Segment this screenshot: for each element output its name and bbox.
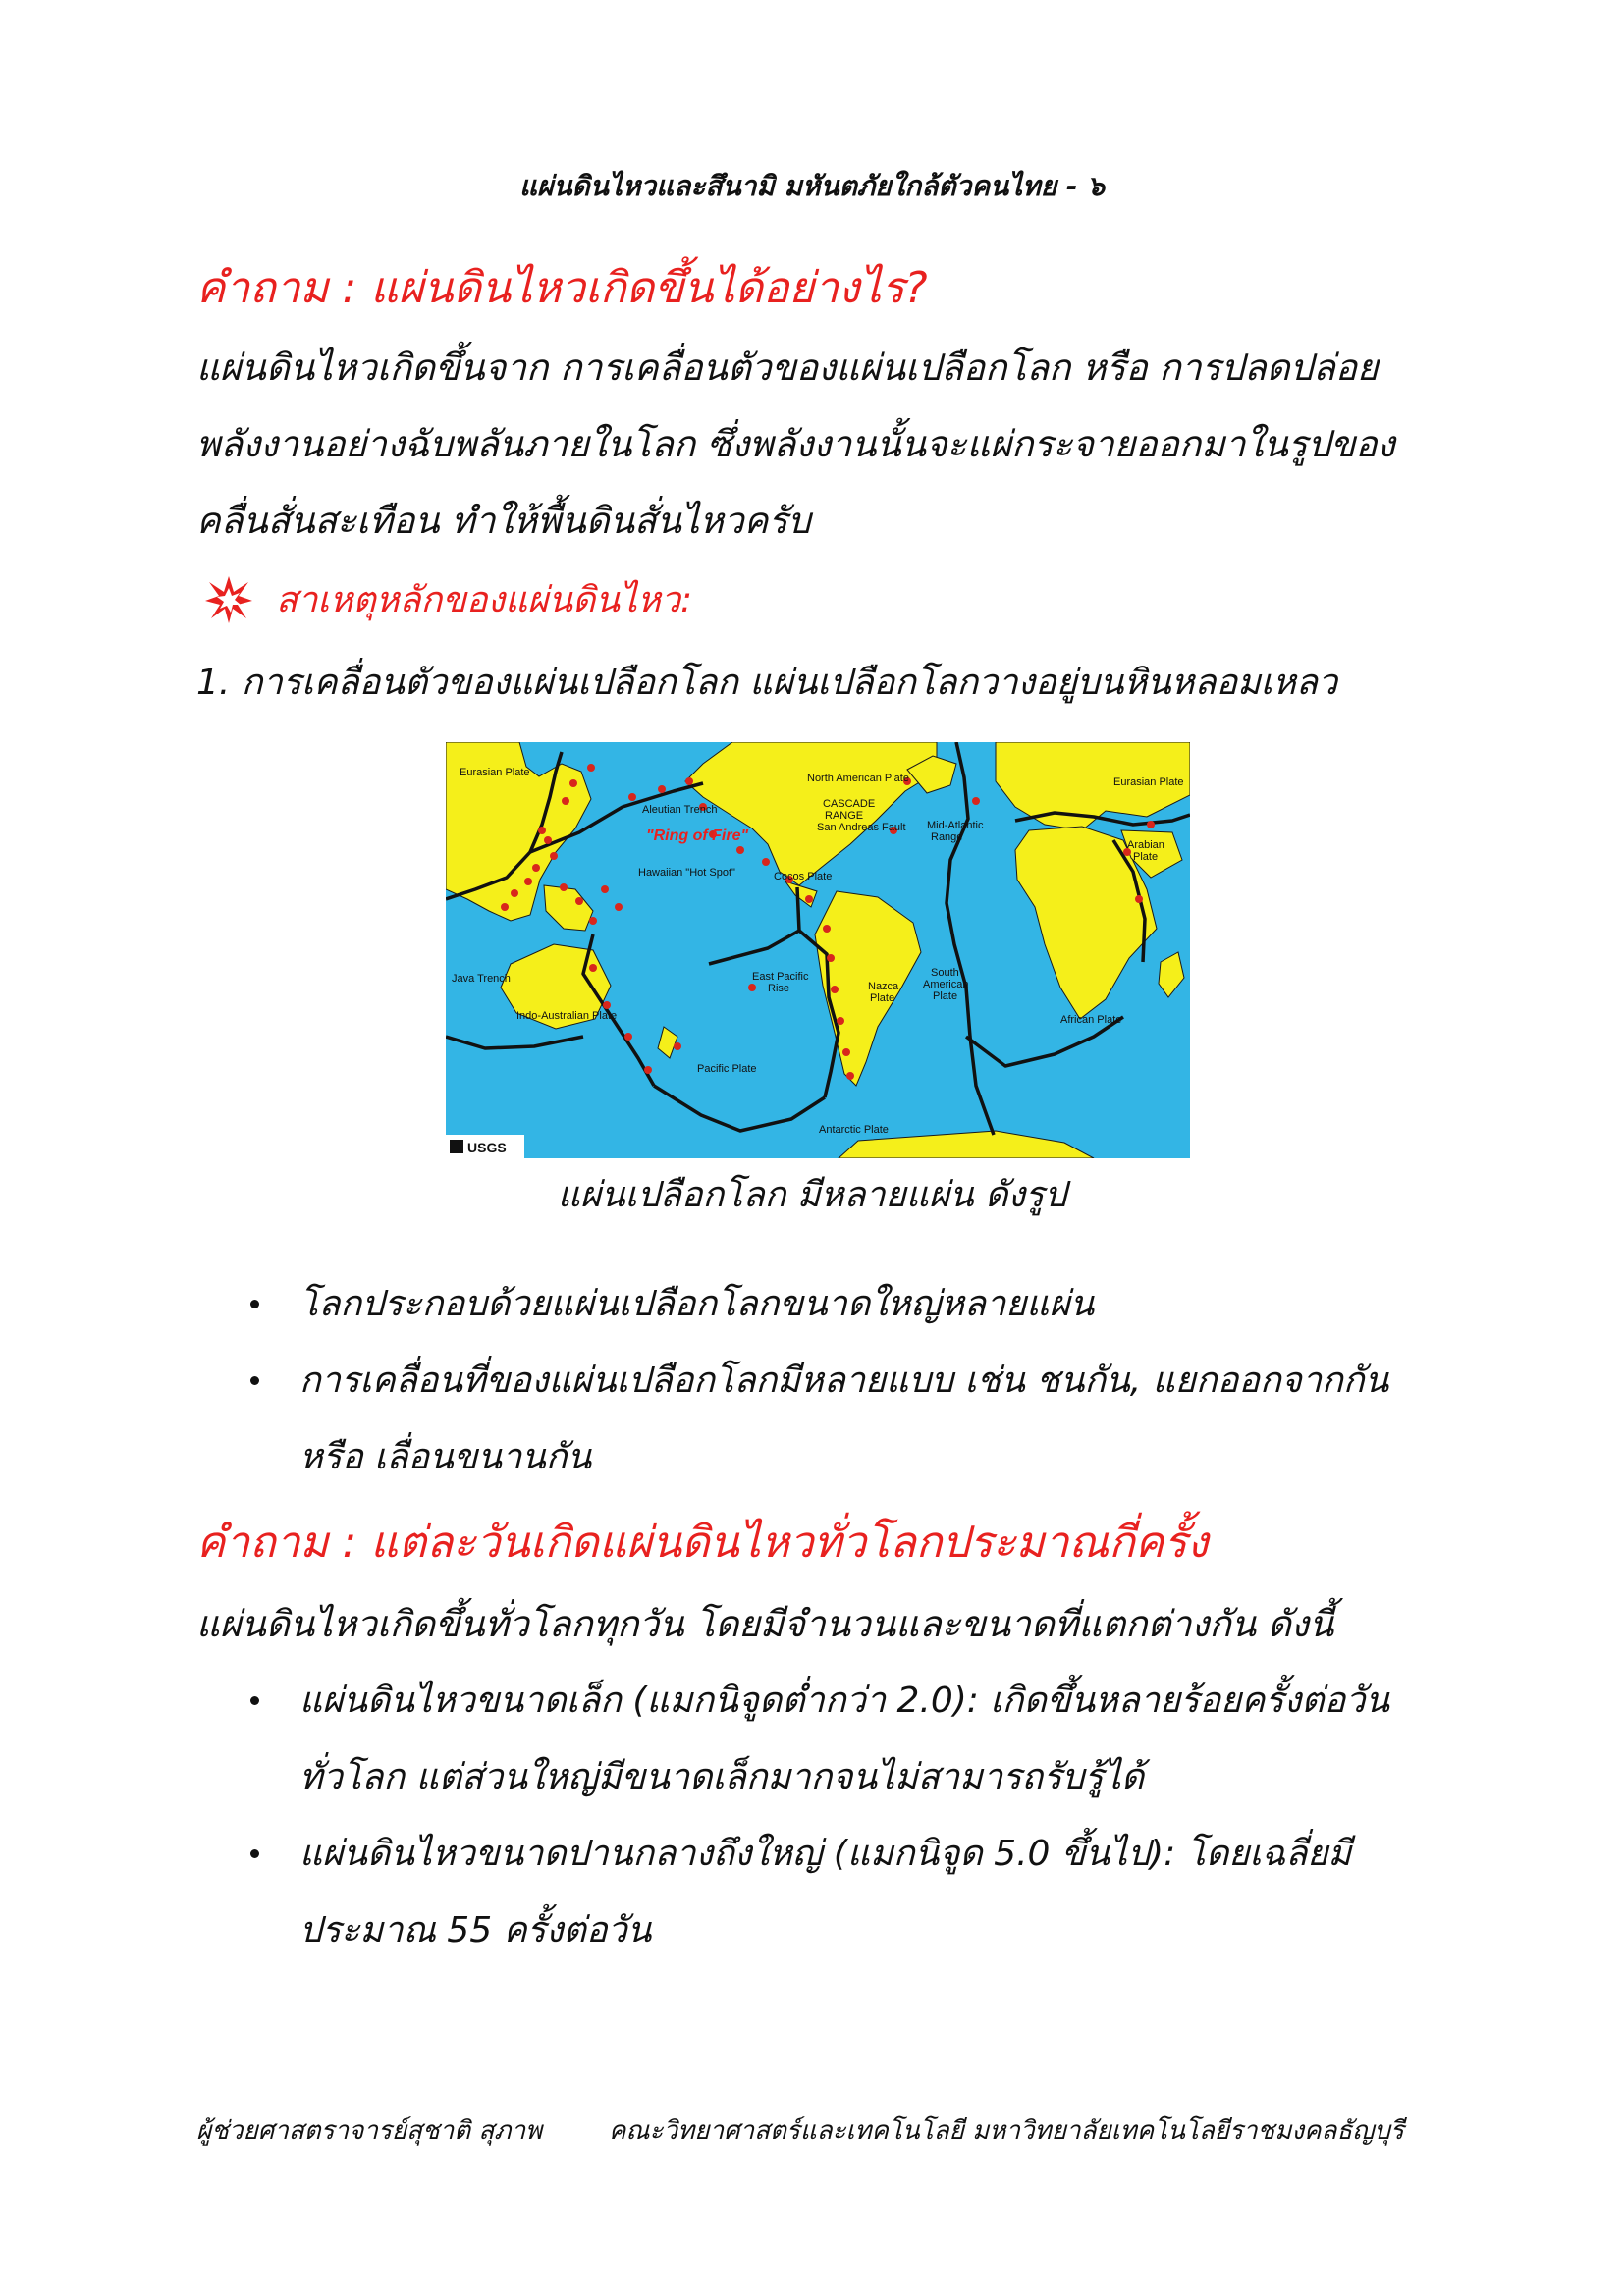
earthquake-dot	[562, 797, 569, 805]
list-item	[250, 1343, 1448, 1496]
earthquake-dot	[589, 964, 597, 972]
earthquake-dot	[628, 793, 636, 801]
list-item-text: แผ่นดินไหวขนาดเล็ก (แมกนิจูดต่ำกว่า 2.0): เกิดขึ้นหลายร้อยครั้งต่อวัน	[299, 1681, 1390, 1721]
earthquake-dot	[644, 1066, 652, 1074]
list-item-text: แผ่นดินไหวขนาดปานกลางถึงใหญ่ (แมกนิจูด 5.0 ขึ้นไป): โดยเฉลี่ยมี	[299, 1834, 1352, 1874]
earthquake-dot	[560, 883, 568, 891]
usgs-logo-mark	[450, 1140, 463, 1153]
list-item-text: โลกประกอบด้วยแผ่นเปลือกโลกขนาดใหญ่หลายแผ่น	[299, 1284, 1095, 1324]
earthquake-dot	[658, 785, 666, 793]
earthquake-dot	[544, 836, 552, 844]
answer-line: แผ่นดินไหวเกิดขึ้นทั่วโลกทุกวัน โดยมีจำนวนและขนาดที่แตกต่างกัน ดังนี้	[196, 1603, 1334, 1645]
map-label: RANGE	[825, 810, 864, 822]
earthquake-dot	[837, 1017, 844, 1025]
question-heading-1: คำถาม : แผ่นดินไหวเกิดขึ้นได้อย่างไร?	[196, 263, 928, 313]
map-label: Plate	[1133, 851, 1159, 863]
earthquake-dot	[538, 827, 546, 834]
map-label: Eurasian Plate	[1113, 776, 1184, 788]
earthquake-dot	[846, 1072, 854, 1080]
tectonic-plates-map	[446, 742, 1190, 1158]
map-label: Rise	[768, 983, 790, 994]
map-label: Indo-Australian Plate	[516, 1010, 618, 1022]
question-heading-2: คำถาม : แต่ละวันเกิดแผ่นดินไหวทั่วโลกประมาณกี่ครั้ง	[196, 1518, 1209, 1568]
map-label: Plate	[870, 992, 895, 1004]
bullet-list-1	[250, 1266, 1448, 1496]
earthquake-dot	[589, 917, 597, 925]
earthquake-dot	[569, 779, 577, 787]
footer-author: ผู้ช่วยศาสตราจารย์สุชาติ สุภาพ	[196, 2116, 543, 2146]
earthquake-dot	[1135, 895, 1143, 903]
answer-line: พลังงานอย่างฉับพลันภายในโลก ซึ่งพลังงานนั้นจะแผ่กระจายออกมาในรูปของ	[196, 423, 1395, 465]
map-label: Nazca	[868, 981, 899, 992]
map-label: Hawaiian "Hot Spot"	[638, 867, 735, 879]
footer-institution: คณะวิทยาศาสตร์และเทคโนโลยี มหาวิทยาลัยเทคโนโลยีราชมงคลธัญบุรี	[609, 2116, 1404, 2146]
earthquake-dot	[736, 846, 744, 854]
earthquake-dot	[831, 986, 839, 993]
earthquake-dot	[748, 984, 756, 991]
earthquake-dot	[762, 858, 770, 866]
earthquake-dot	[601, 885, 609, 893]
earthquake-dot	[685, 777, 693, 785]
causes-label: สาเหตุหลักของแผ่นดินไหว:	[276, 580, 693, 620]
page-header: แผ่นดินไหวและสึนามิ มหันตภัยใกล้ตัวคนไทย - ๖	[518, 170, 1106, 202]
cause-item-1: 1. การเคลื่อนตัวของแผ่นเปลือกโลก แผ่นเปลือกโลกวางอยู่บนหินหลอมเหลว	[196, 663, 1338, 703]
list-item-text: ทั่วโลก แต่ส่วนใหญ่มีขนาดเล็กมากจนไม่สามารถรับรู้ได้	[299, 1757, 1145, 1797]
map-label: Antarctic Plate	[819, 1124, 889, 1136]
map-label: African Plate	[1060, 1014, 1122, 1026]
answer-line: คลื่นสั่นสะเทือน ทำให้พื้นดินสั่นไหวครับ	[196, 500, 811, 542]
map-label: South	[931, 967, 959, 979]
earthquake-dot	[501, 903, 509, 911]
earthquake-dot	[1147, 821, 1155, 828]
map-label: American	[923, 979, 969, 990]
earthquake-dot	[827, 954, 835, 962]
map-label: East Pacific	[752, 971, 809, 983]
map-label: Range	[931, 831, 963, 843]
earthquake-dot	[532, 864, 540, 872]
bullet-dot	[250, 1300, 259, 1308]
list-item-text: ประมาณ 55 ครั้งต่อวัน	[299, 1910, 652, 1950]
map-label: Eurasian Plate	[460, 767, 530, 778]
earthquake-dot	[511, 889, 518, 897]
causes-heading	[204, 571, 692, 627]
map-label: Mid-Atlantic	[927, 820, 984, 831]
list-item	[250, 1266, 1448, 1343]
bullet-dot	[250, 1696, 259, 1705]
earthquake-dot	[524, 878, 532, 885]
map-label: Aleutian Trench	[642, 804, 718, 816]
ring-of-fire-label: "Ring of Fire"	[646, 828, 749, 844]
earthquake-dot	[624, 1033, 632, 1041]
earthquake-dot	[575, 897, 583, 905]
answer-paragraph-1	[196, 330, 1443, 560]
earthquake-dot	[842, 1048, 850, 1056]
map-label: Plate	[933, 990, 958, 1002]
earthquake-dot	[550, 852, 558, 860]
earthquake-dot	[805, 895, 813, 903]
earthquake-dot	[615, 903, 623, 911]
earthquake-dot	[603, 1001, 611, 1009]
list-item	[250, 1663, 1448, 1816]
answer-paragraph-2	[196, 1586, 1443, 1663]
bullet-list-2	[250, 1663, 1448, 1969]
earthquake-dot	[587, 764, 595, 772]
earthquake-dot	[972, 797, 980, 805]
map-label: San Andreas Fault	[817, 822, 906, 833]
answer-line: แผ่นดินไหวเกิดขึ้นจาก การเคลื่อนตัวของแผ่นเปลือกโลก หรือ การปลดปล่อย	[196, 347, 1379, 389]
list-item-text: หรือ เลื่อนขนานกัน	[299, 1437, 592, 1477]
list-item-text: การเคลื่อนที่ของแผ่นเปลือกโลกมีหลายแบบ เช่น ชนกัน, แยกออกจากกัน	[299, 1361, 1389, 1401]
bullet-dot	[250, 1849, 259, 1858]
map-label: North American Plate	[807, 773, 909, 784]
map-label: CASCADE	[823, 798, 876, 810]
usgs-logo-text: USGS	[467, 1140, 507, 1155]
earthquake-dot	[823, 925, 831, 933]
bullet-dot	[250, 1376, 259, 1385]
map-caption: แผ่นเปลือกโลก มีหลายแผ่น ดังรูป	[557, 1175, 1067, 1215]
burst-star-icon	[204, 575, 253, 624]
earthquake-dot	[674, 1042, 681, 1050]
map-label: Java Trench	[452, 973, 511, 985]
map-label: Pacific Plate	[697, 1063, 757, 1075]
map-label: Cocos Plate	[774, 871, 833, 882]
map-label: Arabian	[1127, 839, 1164, 851]
list-item	[250, 1816, 1448, 1969]
